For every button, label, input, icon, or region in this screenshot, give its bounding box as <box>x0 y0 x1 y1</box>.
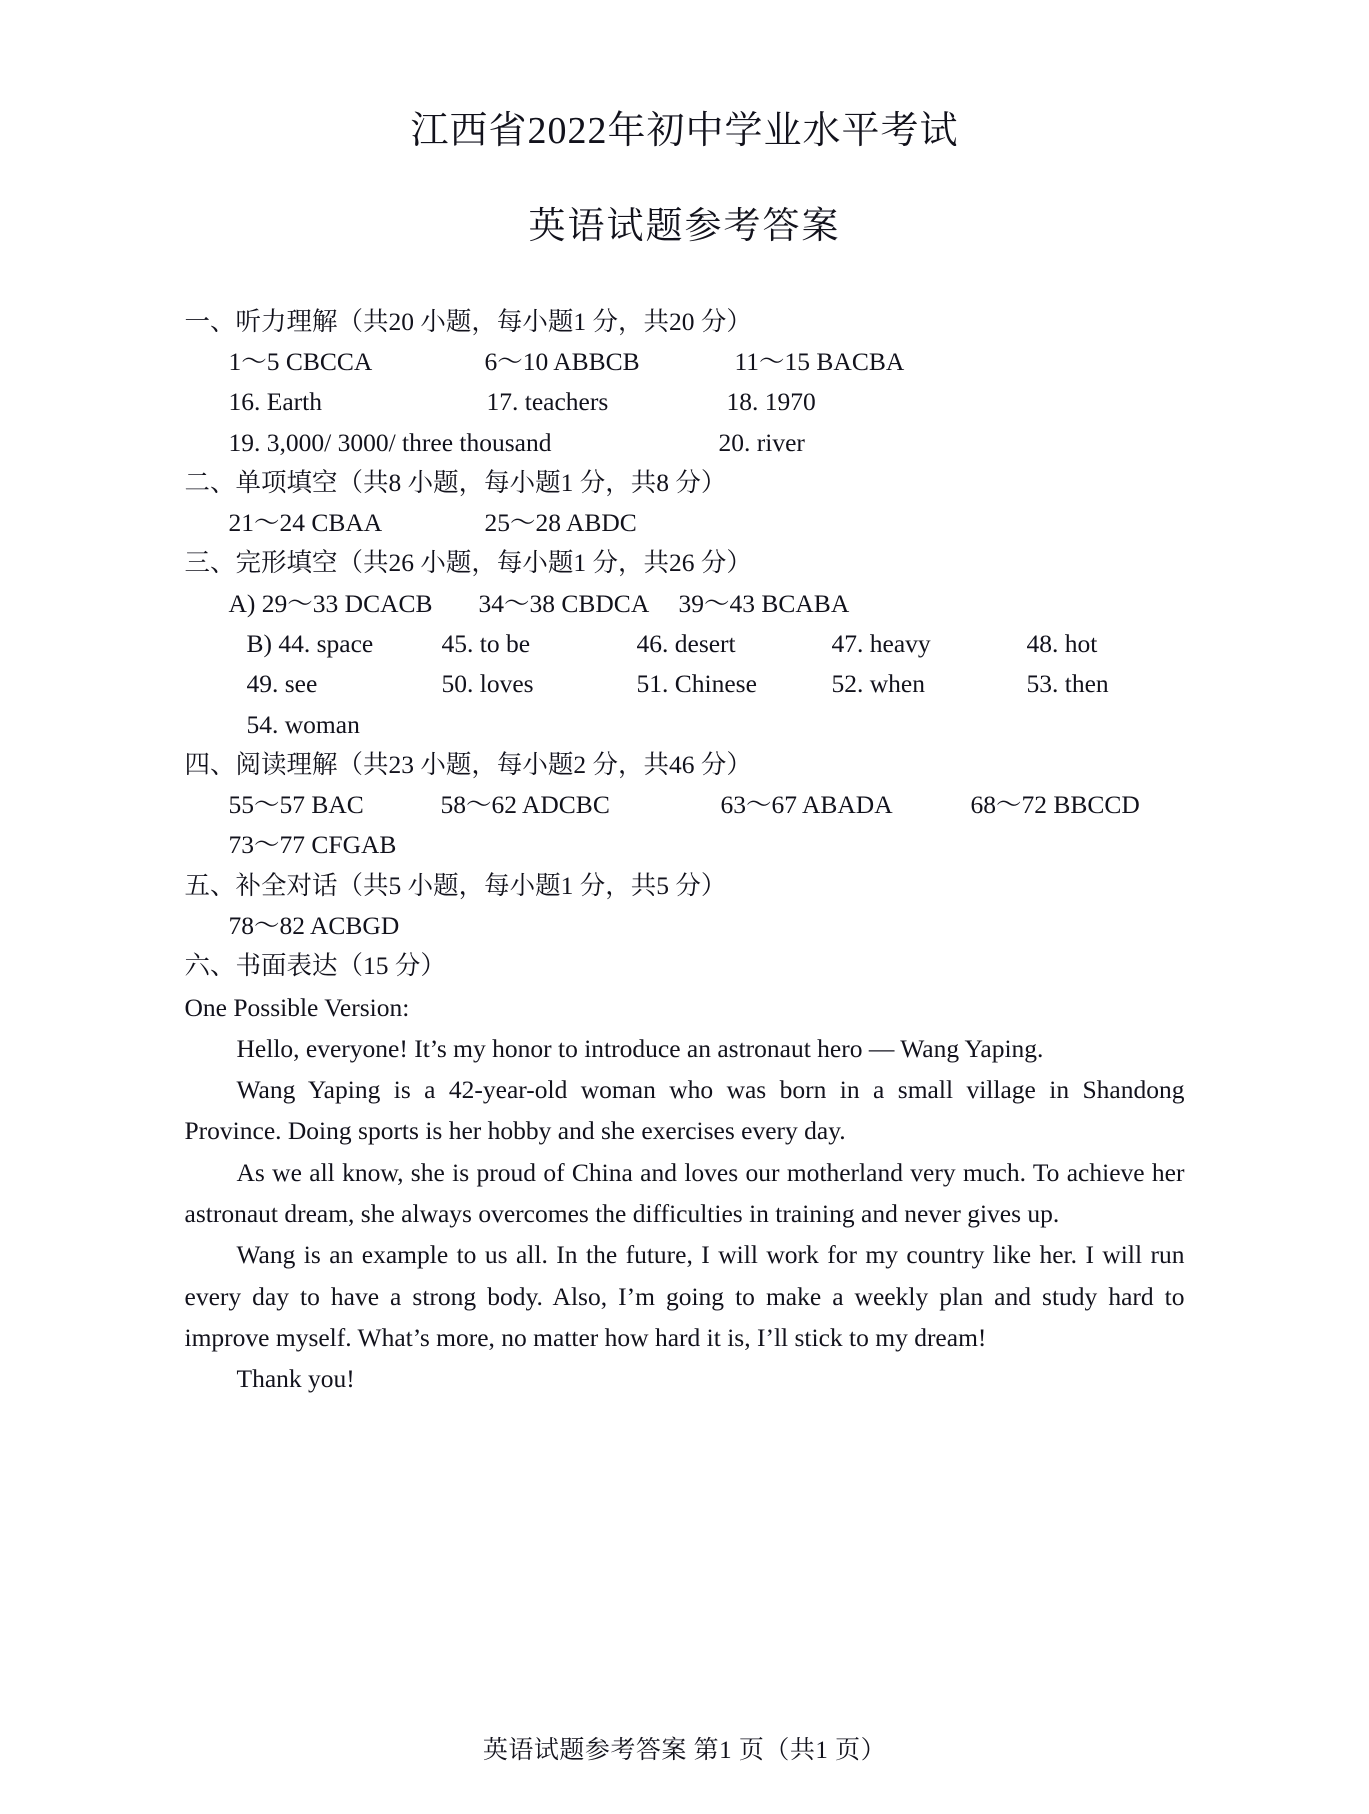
one-possible-version-label: One Possible Version: <box>184 992 410 1022</box>
answer-cell: 17. teachers <box>486 387 609 417</box>
section-heading-multiple-choice: 二、单项填空（共8 小题，每小题1 分，共8 分） <box>184 467 727 497</box>
answer-cell: 39～43 BCABA <box>678 588 850 618</box>
answer-cell: 1～5 CBCCA <box>228 347 373 377</box>
answer-cell: 49. see <box>246 669 318 699</box>
answer-cell: 58～62 ADCBC <box>440 790 610 820</box>
answer-cell: 45. to be <box>441 629 531 658</box>
answer-cell: 16. Earth <box>228 387 322 417</box>
answer-cell: 11～15 BACBA <box>734 347 905 377</box>
answer-cell: B) 44. space <box>246 629 374 658</box>
section-heading-writing: 六、书面表达（15 分） <box>184 951 446 981</box>
cloze-answer-row-b2 <box>185 664 1185 704</box>
cloze-answer-row-b1 <box>185 624 1185 664</box>
answer-cell: 63～67 ABADA <box>720 790 893 820</box>
page-footer: 英语试题参考答案 第1 页（共1 页） <box>482 1737 887 1764</box>
multiple-choice-answer-row-1 <box>185 503 1185 543</box>
answer-cell: 54. woman <box>246 709 360 739</box>
answer-cell: 73～77 CFGAB <box>228 830 397 860</box>
answers-content <box>185 250 1185 1400</box>
answer-cell: 52. when <box>831 669 925 699</box>
section-heading-cloze: 三、完形填空（共26 小题，每小题1 分，共26 分） <box>184 548 752 578</box>
answer-cell: 53. then <box>1026 669 1109 699</box>
answer-cell: 68～72 BBCCD <box>970 790 1140 820</box>
answer-cell: 21～24 CBAA <box>228 508 383 538</box>
answer-cell: 20. river <box>718 427 805 457</box>
essay-paragraph: Hello, everyone! It’s my honor to introduce an astronaut hero — Wang Yaping. <box>236 1033 1044 1063</box>
page-title: 江西省2022年初中学业水平考试 <box>410 110 959 152</box>
answer-cell: 46. desert <box>636 629 736 658</box>
answer-cell: 18. 1970 <box>726 387 816 417</box>
reading-answer-row-1 <box>185 785 1185 825</box>
answer-cell: 48. hot <box>1026 629 1098 658</box>
essay-paragraph: Thank you! <box>236 1364 355 1394</box>
answer-cell: 50. loves <box>441 669 534 699</box>
listening-answer-row-3 <box>185 423 1185 463</box>
answer-cell: 78～82 ACBGD <box>228 910 400 940</box>
section-heading-reading: 四、阅读理解（共23 小题，每小题2 分，共46 分） <box>184 749 752 779</box>
cloze-answer-row-b3 <box>185 705 1185 745</box>
answer-cell: 55～57 BAC <box>228 790 364 820</box>
answer-cell: 19. 3,000/ 3000/ three thousand <box>228 427 552 457</box>
reading-answer-row-2 <box>185 825 1185 865</box>
answer-cell: 47. heavy <box>831 629 931 658</box>
section-heading-listening: 一、听力理解（共20 小题，每小题1 分，共20 分） <box>184 306 752 336</box>
answer-cell: 34～38 CBDCA <box>478 588 650 618</box>
cloze-answer-row-a <box>185 584 1185 624</box>
essay-paragraph: As we all know, she is proud of China and loves our motherland very much. To achieve her astronaut dream, she always overcomes the difficulties in training and never gives up. <box>184 1157 1185 1229</box>
page-subtitle: 英语试题参考答案 <box>528 205 841 247</box>
listening-answer-row-2 <box>185 382 1185 422</box>
answer-cell: A) 29～33 DCACB <box>228 588 433 618</box>
answer-cell: 6～10 ABBCB <box>484 347 640 377</box>
essay-paragraph: Wang Yaping is a 42-year-old woman who was born in a small village in Shandong Province. Doing sports is her hobby and she exercises every day. <box>184 1075 1185 1146</box>
listening-answer-row-1 <box>185 342 1185 382</box>
essay-paragraph: Wang is an example to us all. In the future, I will work for my country like her. I will run every day to have a strong body. Also, I’m going to make a weekly plan and study hard to improve myself. What’s more, no matter how hard it is, I’ll stick to my dream! <box>184 1240 1185 1352</box>
dialogue-answer-row-1 <box>185 906 1185 946</box>
section-heading-dialogue: 五、补全对话（共5 小题，每小题1 分，共5 分） <box>184 870 727 900</box>
answer-cell: 51. Chinese <box>636 669 757 699</box>
answer-cell: 25～28 ABDC <box>484 508 637 538</box>
